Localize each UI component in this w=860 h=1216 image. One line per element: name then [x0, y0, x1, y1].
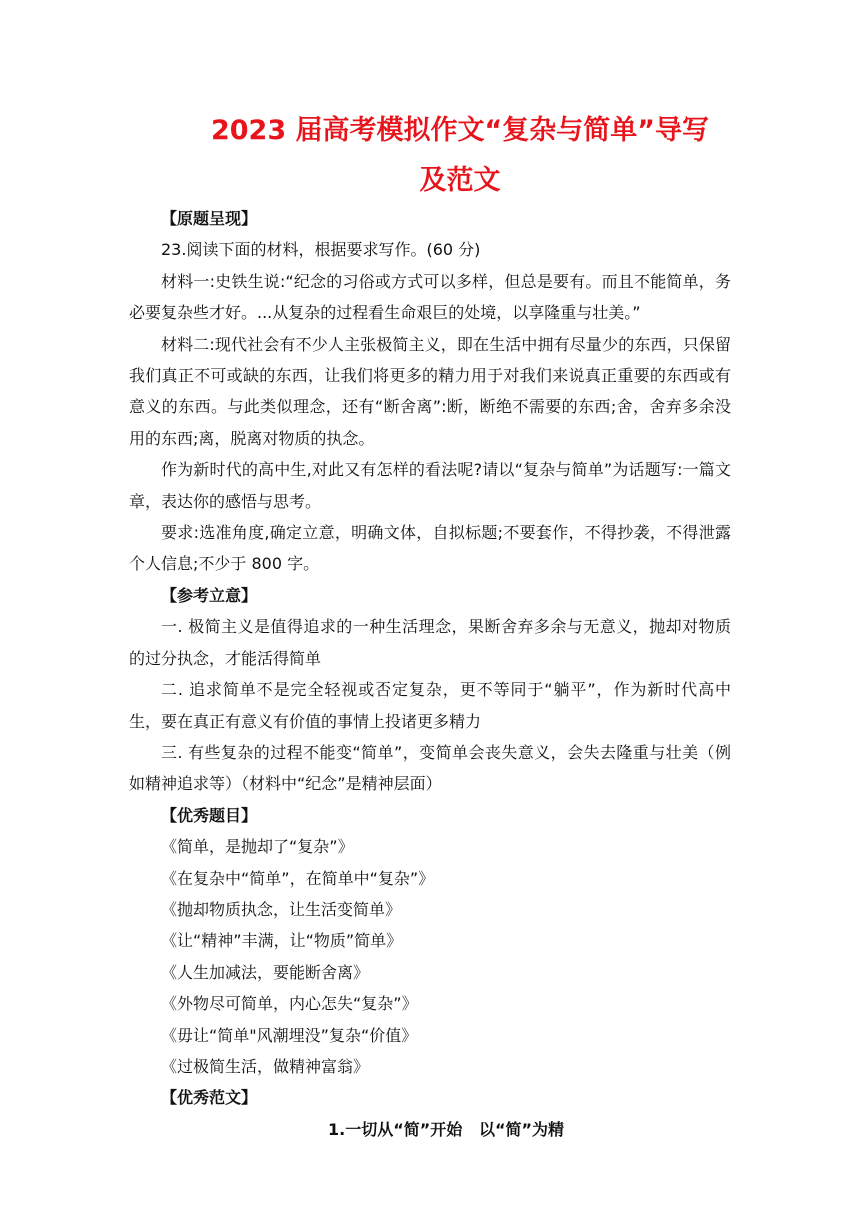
title-list-item: 《在复杂中“简单”，在简单中“复杂”》	[161, 868, 435, 888]
title-list-item: 《过极简生活，做精神富翁》	[161, 1056, 370, 1076]
section-heading-original-prompt: 【原题呈现】	[161, 209, 258, 228]
title-list-item: 《让“精神”丰满，让“物质”简单》	[161, 931, 403, 951]
title-list-item: 《人生加减法，要能断舍离》	[161, 962, 370, 982]
material-two: 材料二:现代社会有不少人主张极简主义，即在生活中拥有尽量少的东西，只保留我们真正不可或缺的东西，让我们将更多的精力用于对我们来说真正重要的东西或有意义的东西。与此类似理念，还有“断舍离”:断，断绝不需要的东西;舍，舍弃多余没用的东西;离，脱离对物质的执念。	[129, 334, 731, 448]
title-list-item: 《毋让“简单"风潮埋没”复杂“价值》	[161, 1025, 418, 1045]
document-body	[129, 203, 731, 1145]
section-heading-reference-ideas: 【参考立意】	[161, 585, 258, 605]
title-list-item: 《简单，是抛却了“复杂”》	[161, 837, 354, 857]
idea-item: 二. 追求简单不是完全轻视或否定复杂，更不等同于“躺平”，作为新时代高中生，要在真正有意义有价值的事情上投诸更多精力	[129, 680, 731, 731]
section-heading-excellent-essays: 【优秀范文】	[161, 1088, 258, 1108]
idea-item: 一. 极简主义是值得追求的一种生活理念，果断舍弃多余与无意义，抛却对物质的过分执念，才能活得简单	[129, 617, 731, 668]
essay-one-title: 1.一切从“简”开始 以“简”为精	[328, 1119, 564, 1139]
document-title-line-2: 及范文	[419, 165, 501, 196]
prompt-intro: 23.阅读下面的材料，根据要求写作。(60 分)	[161, 240, 481, 260]
writing-task: 作为新时代的高中生,对此又有怎样的看法呢?请以“复杂与简单”为话题写:一篇文章，表达你的感悟与思考。	[129, 460, 731, 511]
document-title-line-1: 2023 届高考模拟作文“复杂与简单”导写	[210, 115, 710, 146]
writing-requirements: 要求:选准角度,确定立意，明确文体，自拟标题;不要套作，不得抄袭，不得泄露个人信息;不少于 800 字。	[129, 523, 731, 574]
section-heading-excellent-titles: 【优秀题目】	[161, 805, 258, 825]
material-one: 材料一:史铁生说:“纪念的习俗或方式可以多样，但总是要有。而且不能简单，务必要复杂些才好。...从复杂的过程看生命艰巨的处境，以享隆重与壮美。”	[129, 271, 731, 323]
title-list-item: 《抛却物质执念，让生活变简单》	[161, 899, 402, 919]
idea-item: 三. 有些复杂的过程不能变“简单”，变简单会丧失意义，会失去隆重与壮美（例如精神追求等）（材料中“纪念”是精神层面）	[129, 742, 731, 794]
title-list-item: 《外物尽可简单，内心怎失“复杂”》	[161, 994, 418, 1014]
